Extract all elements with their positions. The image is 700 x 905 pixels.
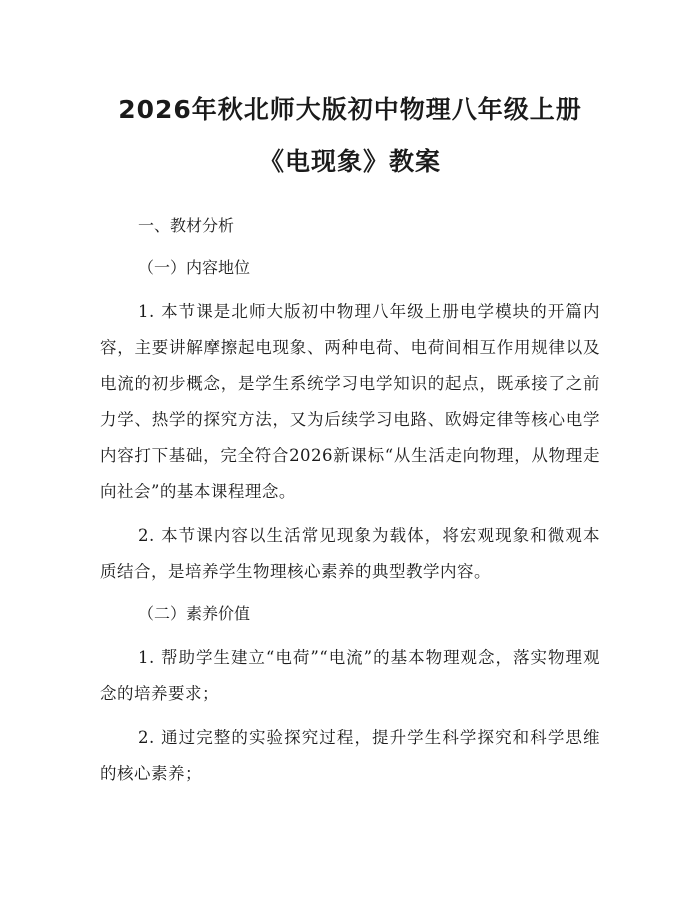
paragraph-literacy-value-2: 2. 通过完整的实验探究过程，提升学生科学探究和科学思维的核心素养； (100, 728, 600, 783)
document-title: 2026年秋北师大版初中物理八年级上册《电现象》教案 (118, 95, 582, 176)
section-heading-textbook-analysis: 一、教材分析 (138, 216, 235, 235)
paragraph-literacy-value-1: 1. 帮助学生建立“电荷”“电流”的基本物理观念，落实物理观念的培养要求； (100, 648, 600, 703)
subsection-heading-content-position: （一）内容地位 (138, 258, 251, 277)
paragraph-content-position-1: 1. 本节课是北师大版初中物理八年级上册电学模块的开篇内容，主要讲解摩擦起电现象、两种电荷、电荷间相互作用规律以及电流的初步概念，是学生系统学习电学知识的起点，既承接了之前力学、热学的探究方法，又为后续学习电路、欧姆定律等核心电学内容打下基础，完全符合2026新课标“从生活走向物理，从物理走向社会”的基本课程理念。 (100, 302, 600, 501)
paragraph-content-position-2: 2. 本节课内容以生活常见现象为载体，将宏观现象和微观本质结合，是培养学生物理核心素养的典型教学内容。 (100, 526, 600, 581)
subsection-heading-literacy-value: （二）素养价值 (138, 604, 251, 623)
